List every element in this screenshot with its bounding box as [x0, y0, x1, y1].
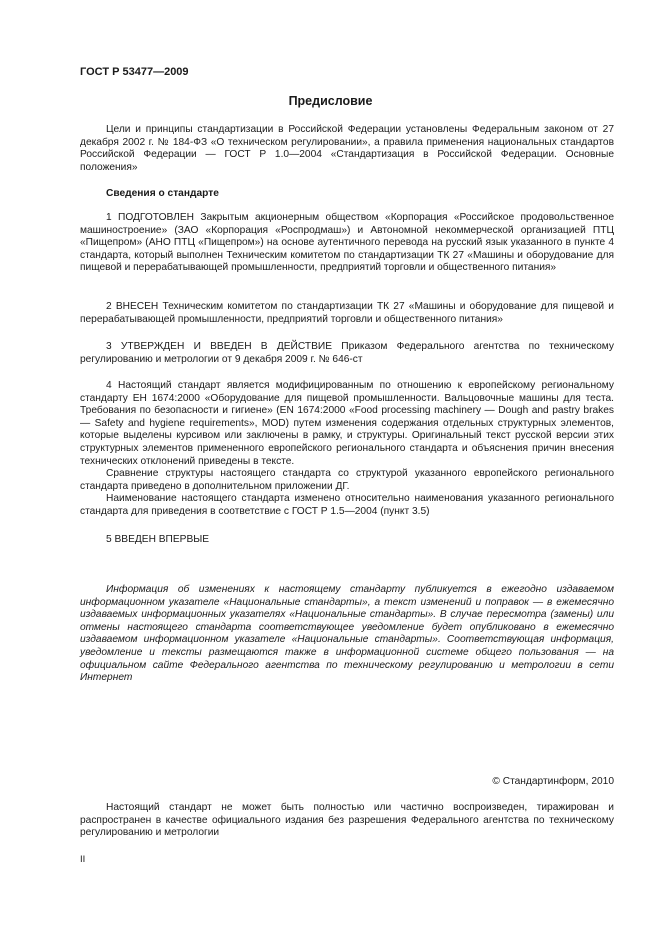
intro-paragraph — [80, 124, 614, 174]
item-4-text: 4 Настоящий стандарт является модифицированным по отношению к европейскому региональному стандарту ЕН 1674:2000 «Оборудование для пищевой промышленности. Вальцовочные машины для теста. Требования по безопасности и гигиене» (EN 1674:2000 «Food processing machinery — Dough and pastry brakes — Safety and hygiene requirements», MOD) путем изменения содержания отдельных структурных элементов, которые выделены курсивом или заключены в рамку, и структуры. Оригинальный текст русской версии этих структурных элементов примененного европейского регионального стандарта и объяснения причин внесения технических отклонений приведены в тексте. — [80, 380, 614, 467]
notice-paragraph — [80, 584, 614, 685]
copyright: © Стандартинформ, 2010 — [492, 776, 614, 787]
item-2-text: 2 ВНЕСЕН Техническим комитетом по стандартизации ТК 27 «Машины и оборудование для пищевой и перерабатывающей промышленности, предприятий торговли и общественного питания» — [80, 301, 614, 325]
info-heading: Сведения о стандарте — [106, 188, 219, 199]
notice-text: Информация об изменениях к настоящему стандарту публикуется в ежегодно издаваемом информационном указателе «Национальные стандарты», а текст изменений и поправок — в ежемесячно издаваемых информационных указателях «Национальные стандарты». В случае пересмотра (замены) или отмены настоящего стандарта соответствующее уведомление будет опубликовано в ежемесячно издаваемом информационном указателе «Национальные стандарты». Соответствующая информация, уведомление и тексты размещаются также в информационной системе общего пользования — на официальном сайте Федерального агентства по техническому регулированию и метрологии в сети Интернет — [80, 584, 614, 684]
item-1-text: 1 ПОДГОТОВЛЕН Закрытым акционерным обществом «Корпорация «Российское продовольственное машиностроение» (ЗАО «Корпорация «Роспродмаш») и Автономной некоммерческой организацией ПТЦ «Пищепром» (АНО ПТЦ «Пищепром») на основе аутентичного перевода на русский язык указанного в пункте 4 стандарта, который выполнен Техническим комитетом по стандартизации ТК 27 «Машины и оборудование для пищевой и перерабатывающей промышленности, предприятий торговли и общественного питания» — [80, 212, 614, 274]
item-5 — [80, 534, 614, 547]
intro-text: Цели и принципы стандартизации в Российской Федерации установлены Федеральным законом от 27 декабря 2002 г. № 184-ФЗ «О техническом регулировании», а правила применения национальных стандартов Российской Федерации — ГОСТ Р 1.0—2004 «Стандартизация в Российской Федерации. Основные положения» — [80, 124, 614, 173]
item-2 — [80, 301, 614, 326]
item-3 — [80, 341, 614, 366]
page-number: II — [80, 854, 86, 865]
item-3-text: 3 УТВЕРЖДЕН И ВВЕДЕН В ДЕЙСТВИЕ Приказом Федерального агентства по техническому регулированию и метрологии от 9 декабря 2009 г. № 646-ст — [80, 341, 614, 365]
page-title: Предисловие — [288, 94, 373, 108]
legal-text: Настоящий стандарт не может быть полностью или частично воспроизведен, тиражирован и распространен в качестве официального издания без разрешения Федерального агентства по техническому регулированию и метрологии — [80, 802, 614, 839]
item-4-name-change: Наименование настоящего стандарта изменено относительно наименования указанного регионального стандарта для приведения в соответствие с ГОСТ Р 1.5—2004 (пункт 3.5) — [80, 493, 614, 517]
item-4 — [80, 380, 614, 519]
legal-paragraph — [80, 802, 614, 840]
item-5-text: 5 ВВЕДЕН ВПЕРВЫЕ — [106, 534, 210, 545]
standard-number-header: ГОСТ Р 53477—2009 — [80, 66, 189, 78]
item-1 — [80, 212, 614, 275]
item-4-comparison: Сравнение структуры настоящего стандарта со структурой указанного европейского регионального стандарта приведено в дополнительном приложении ДГ. — [80, 468, 614, 492]
